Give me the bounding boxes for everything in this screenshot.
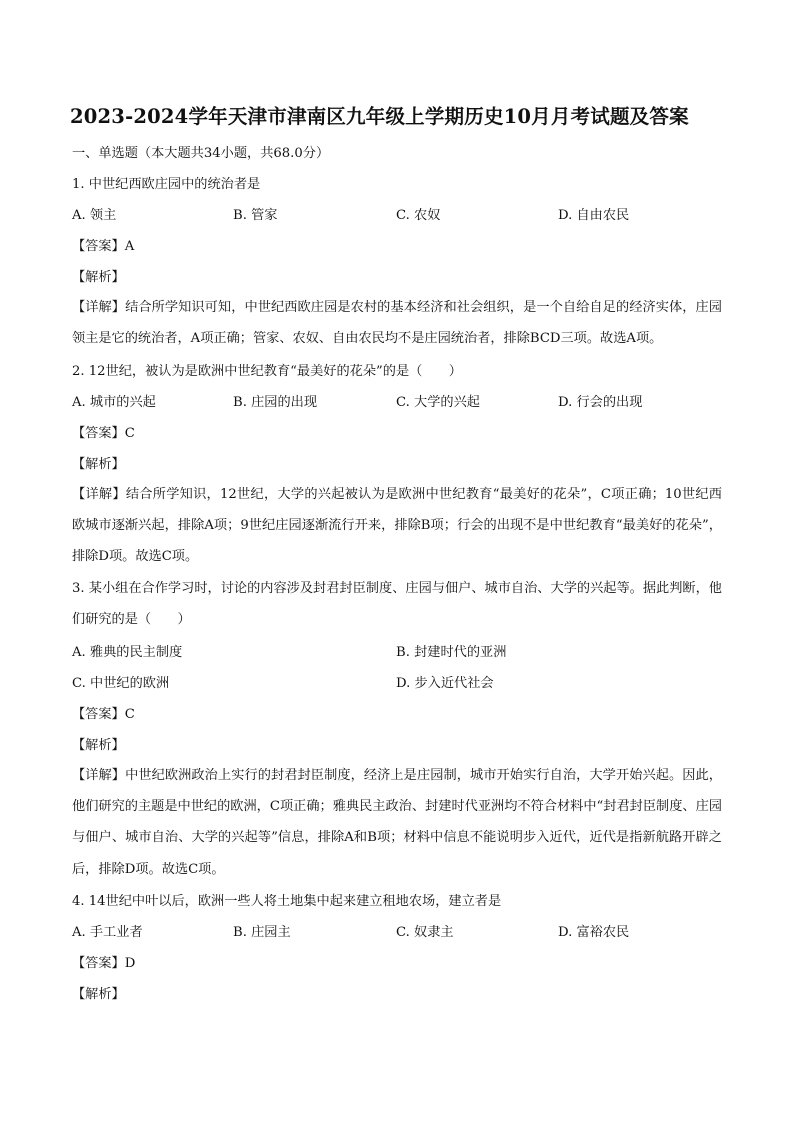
question-1-stem: 1. 中世纪西欧庄园中的统治者是 bbox=[72, 177, 261, 192]
question-4-analysis-label: 【解析】 bbox=[72, 987, 125, 1002]
question-1-answer: 【答案】A bbox=[72, 239, 135, 254]
question-2-stem: 2. 12世纪，被认为是欧洲中世纪教育“最美好的花朵”的是（ ） bbox=[72, 364, 462, 379]
question-1-option-b: B. 管家 bbox=[233, 208, 278, 223]
question-2-option-a: A. 城市的兴起 bbox=[72, 395, 156, 410]
question-3-answer: 【答案】C bbox=[72, 707, 135, 722]
question-3-option-d: D. 步入近代社会 bbox=[396, 676, 494, 691]
question-4-option-c: C. 奴隶主 bbox=[396, 925, 454, 940]
question-4-option-b: B. 庄园主 bbox=[233, 925, 291, 940]
question-1-detail: 【详解】结合所学知识可知，中世纪西欧庄园是农村的基本经济和社会组织，是一个自给自足的经济实体，庄园领主是它的统治者，A项正确；管家、农奴、自由农民均不是庄园统治者，排除BCD三项。故选A项。 bbox=[72, 300, 722, 347]
question-1-option-c: C. 农奴 bbox=[396, 208, 441, 223]
question-2-analysis-label: 【解析】 bbox=[72, 457, 125, 472]
question-2-option-c: C. 大学的兴起 bbox=[396, 395, 480, 410]
question-3-option-a: A. 雅典的民主制度 bbox=[72, 645, 183, 660]
question-2-option-b: B. 庄园的出现 bbox=[233, 395, 318, 410]
question-4-option-a: A. 手工业者 bbox=[72, 925, 143, 940]
question-1-analysis-label: 【解析】 bbox=[72, 270, 125, 285]
question-2-detail: 【详解】结合所学知识，12世纪，大学的兴起被认为是欧洲中世纪教育“最美好的花朵”，C项正确；10世纪西欧城市逐渐兴起，排除A项；9世纪庄园逐渐流行开来，排除B项；行会的出现不是中世纪教育“最美好的花朵”，排除D项。故选C项。 bbox=[72, 487, 722, 565]
section-heading: 一、单选题（本大题共34小题，共68.0分） bbox=[72, 146, 330, 161]
document-title: 2023-2024学年天津市津南区九年级上学期历史10月月考试题及答案 bbox=[70, 105, 689, 128]
question-4-stem: 4. 14世纪中叶以后，欧洲一些人将土地集中起来建立租地农场，建立者是 bbox=[72, 894, 502, 909]
question-1-option-a: A. 领主 bbox=[72, 208, 117, 223]
question-3-stem: 3. 某小组在合作学习时，讨论的内容涉及封君封臣制度、庄园与佃户、城市自治、大学的兴起等。据此判断，他们研究的是（ ） bbox=[72, 581, 722, 628]
question-4-option-d: D. 富裕农民 bbox=[558, 925, 630, 940]
question-2-answer: 【答案】C bbox=[72, 426, 135, 441]
question-3-option-c: C. 中世纪的欧洲 bbox=[72, 676, 170, 691]
question-2-option-d: D. 行会的出现 bbox=[558, 395, 643, 410]
question-1-option-d: D. 自由农民 bbox=[558, 208, 630, 223]
question-4-answer: 【答案】D bbox=[72, 956, 136, 971]
question-3-analysis-label: 【解析】 bbox=[72, 738, 125, 753]
question-3-detail: 【详解】中世纪欧洲政治上实行的封君封臣制度，经济上是庄园制，城市开始实行自治，大学开始兴起。因此，他们研究的主题是中世纪的欧洲，C项正确；雅典民主政治、封建时代亚洲均不符合材料中“封君封臣制度、庄园与佃户、城市自治、大学的兴起等”信息，排除A和B项；材料中信息不能说明步入近代，近代是指新航路开辟之后，排除D项。故选C项。 bbox=[72, 768, 722, 877]
question-3-option-b: B. 封建时代的亚洲 bbox=[396, 645, 507, 660]
